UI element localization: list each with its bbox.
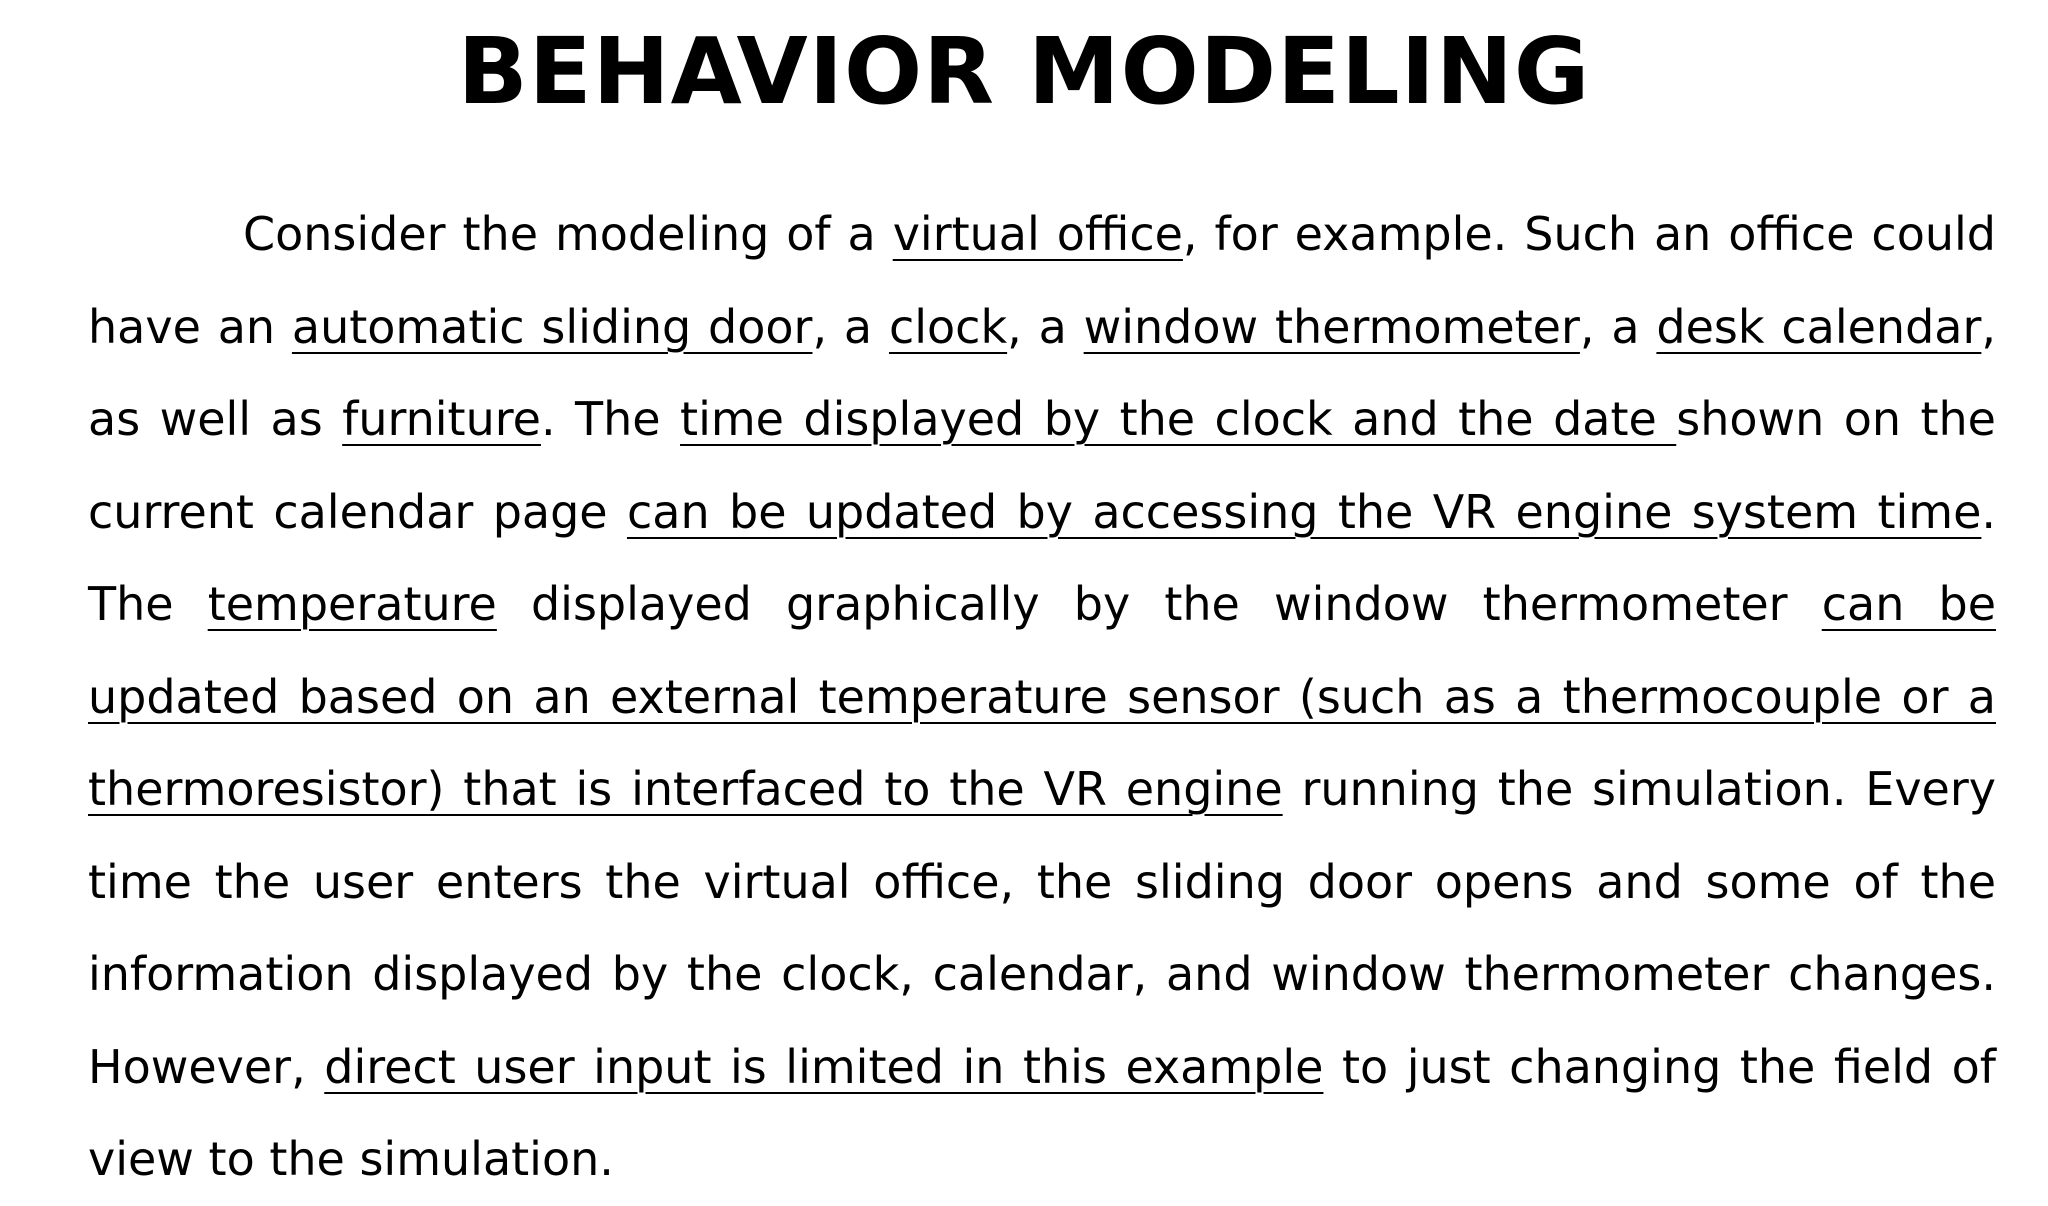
underlined-phrase: furniture — [342, 392, 541, 446]
underlined-phrase: window thermometer — [1083, 299, 1580, 354]
text-segment: . The — [540, 392, 681, 446]
underlined-phrase: clock — [888, 299, 1008, 354]
text-segment: . The — [88, 484, 1997, 631]
text-segment: , a — [1579, 299, 1657, 354]
text-segment: , a — [1007, 299, 1084, 354]
body-paragraph — [88, 188, 1996, 1206]
underlined-phrase: can be updated based on an external temperature sensor (such as a thermocouple or a thermoresistor) that is interfaced to the VR engine — [88, 577, 1996, 816]
underlined-phrase: automatic sliding door — [291, 299, 813, 354]
underlined-phrase: time displayed by the clock and the date — [680, 392, 1677, 446]
text-segment: running the simulation. Every time the user enters the virtual office, the sliding door opens and some of the information displayed by the clock, calendar, and window thermometer changes. However, — [88, 762, 1996, 1094]
page-title: BEHAVIOR MODELING — [457, 18, 1591, 125]
text-segment: displayed graphically by the window thermometer — [496, 577, 1822, 631]
text-segment: to just changing the field of view to the simulation. — [88, 1039, 1996, 1186]
text-segment: , for example. Such an office could have an — [88, 207, 1996, 354]
text-segment: Consider the modeling of a — [243, 207, 893, 261]
text-segment: shown on the current calendar page — [88, 392, 1996, 539]
text-segment: , a — [812, 299, 889, 354]
underlined-phrase: virtual office — [892, 207, 1183, 261]
underlined-phrase: direct user input is limited in this example — [324, 1039, 1324, 1094]
underlined-phrase: can be updated by accessing the VR engine system time — [626, 484, 1982, 539]
underlined-phrase: desk calendar — [1656, 299, 1982, 354]
text-segment: , as well as — [88, 299, 1996, 446]
underlined-phrase: temperature — [207, 577, 497, 631]
